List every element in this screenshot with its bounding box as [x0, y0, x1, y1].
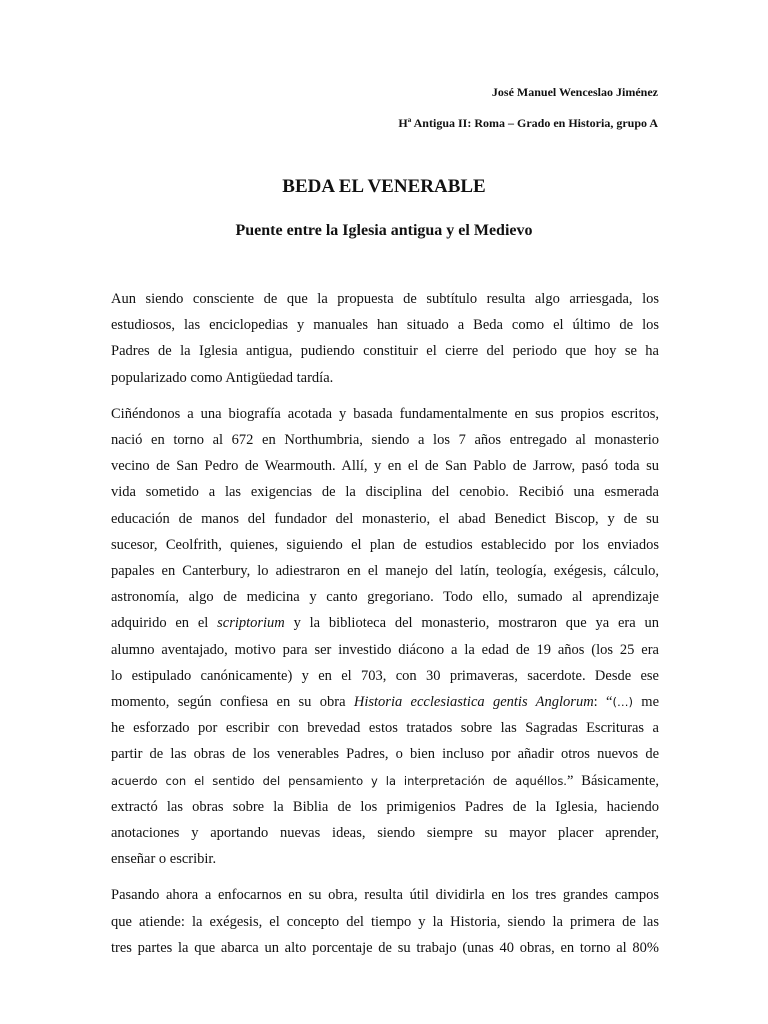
text-line: estudiosos, las enciclopedias y manuales han situado a Beda como el último de los [111, 317, 659, 334]
ellipsis-mark: (…) [612, 695, 633, 710]
document-body [111, 286, 659, 961]
paragraph-1 [111, 286, 659, 391]
text-fragment: me [632, 694, 659, 711]
text-line: Ciñéndonos a una biografía acotada y basada fundamentalmente en sus propios escritos, [111, 405, 659, 422]
text-line: partir de las obras de los venerables Padres, o bien incluso por añadir otros nuevos de [111, 746, 659, 763]
quoted-text: acuerdo con el sentido del pensamiento y la interpretación de aquéllos. [111, 773, 567, 788]
text-line: que atiende: la exégesis, el concepto del tiempo y la Historia, siendo la primera de las [111, 913, 659, 930]
text-fragment: momento, según confiesa en su obra [111, 694, 354, 711]
paragraph-2 [111, 401, 659, 873]
work-title: Historia ecclesiastica gentis Anglorum [353, 694, 594, 711]
text-line [111, 689, 659, 715]
text-line: popularizado como Antigüedad tardía. [111, 369, 334, 386]
text-fragment: adquirido en el [111, 615, 218, 632]
text-fragment: ” Básicamente, [566, 772, 660, 789]
text-line: Pasando ahora a enfocarnos en su obra, resulta útil dividirla en los tres grandes campos [111, 887, 659, 904]
scriptorium-term: scriptorium [217, 615, 285, 632]
text-line: vecino de San Pedro de Wearmouth. Allí, y en el de San Pablo de Jarrow, pasó toda su [111, 458, 659, 475]
author-name: José Manuel Wenceslao Jiménez [491, 85, 658, 99]
text-line [111, 610, 659, 636]
text-line: lo estipulado canónicamente) y en el 703, con 30 primaveras, sacerdote. Desde ese [111, 667, 659, 684]
text-line [111, 768, 659, 794]
text-line: extractó las obras sobre la Biblia de los primigenios Padres de la Iglesia, haciendo [111, 798, 659, 815]
document-subtitle: Puente entre la Iglesia antigua y el Medievo [235, 222, 533, 239]
text-line: anotaciones y aportando nuevas ideas, siendo siempre su mayor placer aprender, [111, 825, 659, 842]
text-line: sucesor, Ceolfrith, quienes, siguiendo el plan de estudios establecido por los enviados [111, 536, 659, 553]
text-line: astronomía, algo de medicina y canto gregoriano. Todo ello, sumado al aprendizaje [111, 589, 659, 606]
text-fragment: : “ [593, 694, 613, 711]
text-fragment: y la biblioteca del monasterio, mostraron que ya era un [284, 615, 659, 632]
text-line: tres partes la que abarca un alto porcentaje de su trabajo (unas 40 obras, en torno al 80% [111, 939, 659, 956]
text-line: vida sometido a las exigencias de la disciplina del cenobio. Recibió una esmerada [111, 484, 659, 501]
text-line: nació en torno al 672 en Northumbria, siendo a los 7 años entregado al monasterio [111, 432, 659, 449]
text-line: enseñar o escribir. [111, 851, 217, 868]
course-info: Hª Antigua II: Roma – Grado en Historia, grupo A [398, 116, 658, 130]
text-line: papales en Canterbury, lo adiestraron en el manejo del latín, teología, exégesis, cálculo, [111, 563, 659, 580]
paragraph-3 [111, 882, 659, 961]
text-line: he esforzado por escribir con brevedad estos tratados sobre las Sagradas Escrituras a [111, 720, 659, 737]
text-line: Aun siendo consciente de que la propuesta de subtítulo resulta algo arriesgada, los [111, 291, 659, 307]
document-title: BEDA EL VENERABLE [282, 176, 486, 197]
text-line: educación de manos del fundador del monasterio, el abad Benedict Biscop, y de su [111, 510, 659, 527]
text-line: alumno aventajado, motivo para ser investido diácono a la edad de 19 años (los 25 era [111, 641, 659, 658]
text-line: Padres de la Iglesia antigua, pudiendo constituir el cierre del periodo que hoy se ha [111, 343, 659, 360]
